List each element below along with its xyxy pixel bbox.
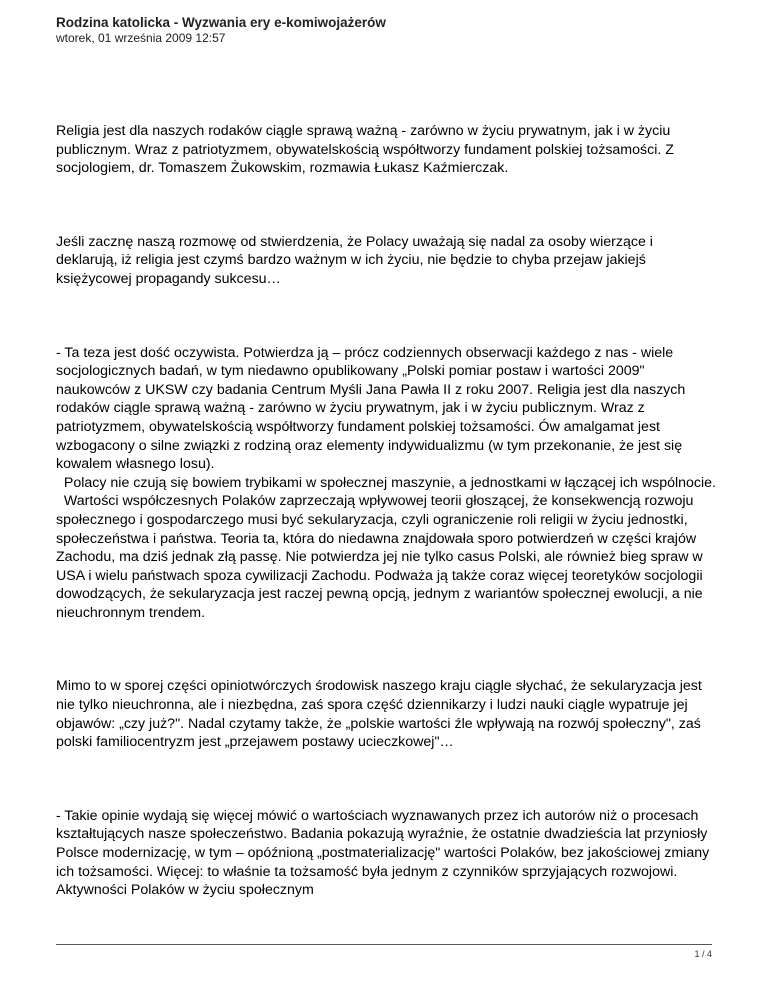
article-body xyxy=(56,122,716,900)
interview-question-1: Jeśli zacznę naszą rozmowę od stwierdzenia, że Polacy uważają się nadal za osoby wierzące i deklarują, iż religia jest czymś bardzo ważnym w ich życiu, nie będzie to chyba przejaw jakiejś księżycowej propagandy sukcesu… xyxy=(56,233,657,287)
interview-question-2: Mimo to w sporej części opiniotwórczych środowisk naszego kraju ciągle słychać, że sekularyzacja jest nie tylko nieuchronna, ale i niezbędna, zaś spora część dziennikarzy i ludzi nauki ciągle wypatruje jej objawów: „czy już?". Nadal czytamy także, że „polskie wartości źle wpływają na rozwój społeczny", zaś polski familiocentryzm jest „przejawem postawy ucieczkowej"… xyxy=(56,678,706,751)
page-number: 1 / 4 xyxy=(694,949,712,959)
footer-divider xyxy=(56,944,712,945)
interview-answer-2: - Takie opinie wydają się więcej mówić o wartościach wyznawanych przez ich autorów niż o procesach kształtujących nasze społeczeństwo. Badania pokazują wyraźnie, że ostatnie dwadzieścia lat przyniosły Polsce modernizację, w tym – opóźnioną „postmaterializację" wartości Polaków, bez jakościowej zmiany ich tożsamości. Więcej: to właśnie ta tożsamość była jednym z czynników sprzyjających rozwojowi. Aktywności Polaków w życiu społecznym xyxy=(56,807,714,899)
article-lead: Religia jest dla naszych rodaków ciągle sprawą ważną - zarówno w życiu prywatnym, jak i w życiu publicznym. Wraz z patriotyzmem, obywatelskością współtworzy fundament polskiej tożsamości. Z socjologiem, dr. Tomaszem Żukowskim, rozmawia Łukasz Kaźmierczak. xyxy=(56,123,678,177)
document-title: Rodzina katolicka - Wyzwania ery e-komiwojażerów xyxy=(56,15,386,30)
document-header xyxy=(56,14,716,46)
interview-answer-1: - Ta teza jest dość oczywista. Potwierdza ją – prócz codziennych obserwacji każdego z nas - wiele socjologicznych badań, w tym niedawno opublikowany „Polski pomiar postaw i wartości 2009" naukowców z UKSW czy badania Centrum Myśli Jana Pawła II z roku 2007. Religia jest dla naszych rodaków ciągle sprawą ważną - zarówno w życiu prywatnym, jak i w życiu publicznym. Wraz z patriotyzmem, obywatelskością współtworzy fundament polskiej tożsamości. Ów amalgamat jest wzbogacony o silne związki z rodziną oraz elementy indywidualizmu (w tym przekonanie, że jest się kowalem własnego losu). Polacy nie czują się bowiem trybikami w społecznej maszynie, a jednostkami w łączącej ich wspólnocie. Wartości współczesnych Polaków zaprzeczają wpływowej teorii głoszącej, że konsekwencją rozwoju społecznego i gospodarczego musi być sekularyzacja, czyli ograniczenie roli religii w życiu jednostki, społeczeństwa i państwa. Teoria ta, która do niedawna znajdowała sporo potwierdzeń w części krajów Zachodu, ma dziś jednak złą passę. Nie potwierdza jej nie tylko casus Polski, ale również bieg spraw w USA i wielu państwach spoza cywilizacji Zachodu. Podważa ją także coraz więcej teoretyków socjologii dowodzących, że sekularyzacja jest raczej pewną opcją, jednym z wariantów społecznej ewolucji, a nie nieuchronnym trendem. xyxy=(56,344,717,621)
document-date: wtorek, 01 września 2009 12:57 xyxy=(56,31,226,45)
